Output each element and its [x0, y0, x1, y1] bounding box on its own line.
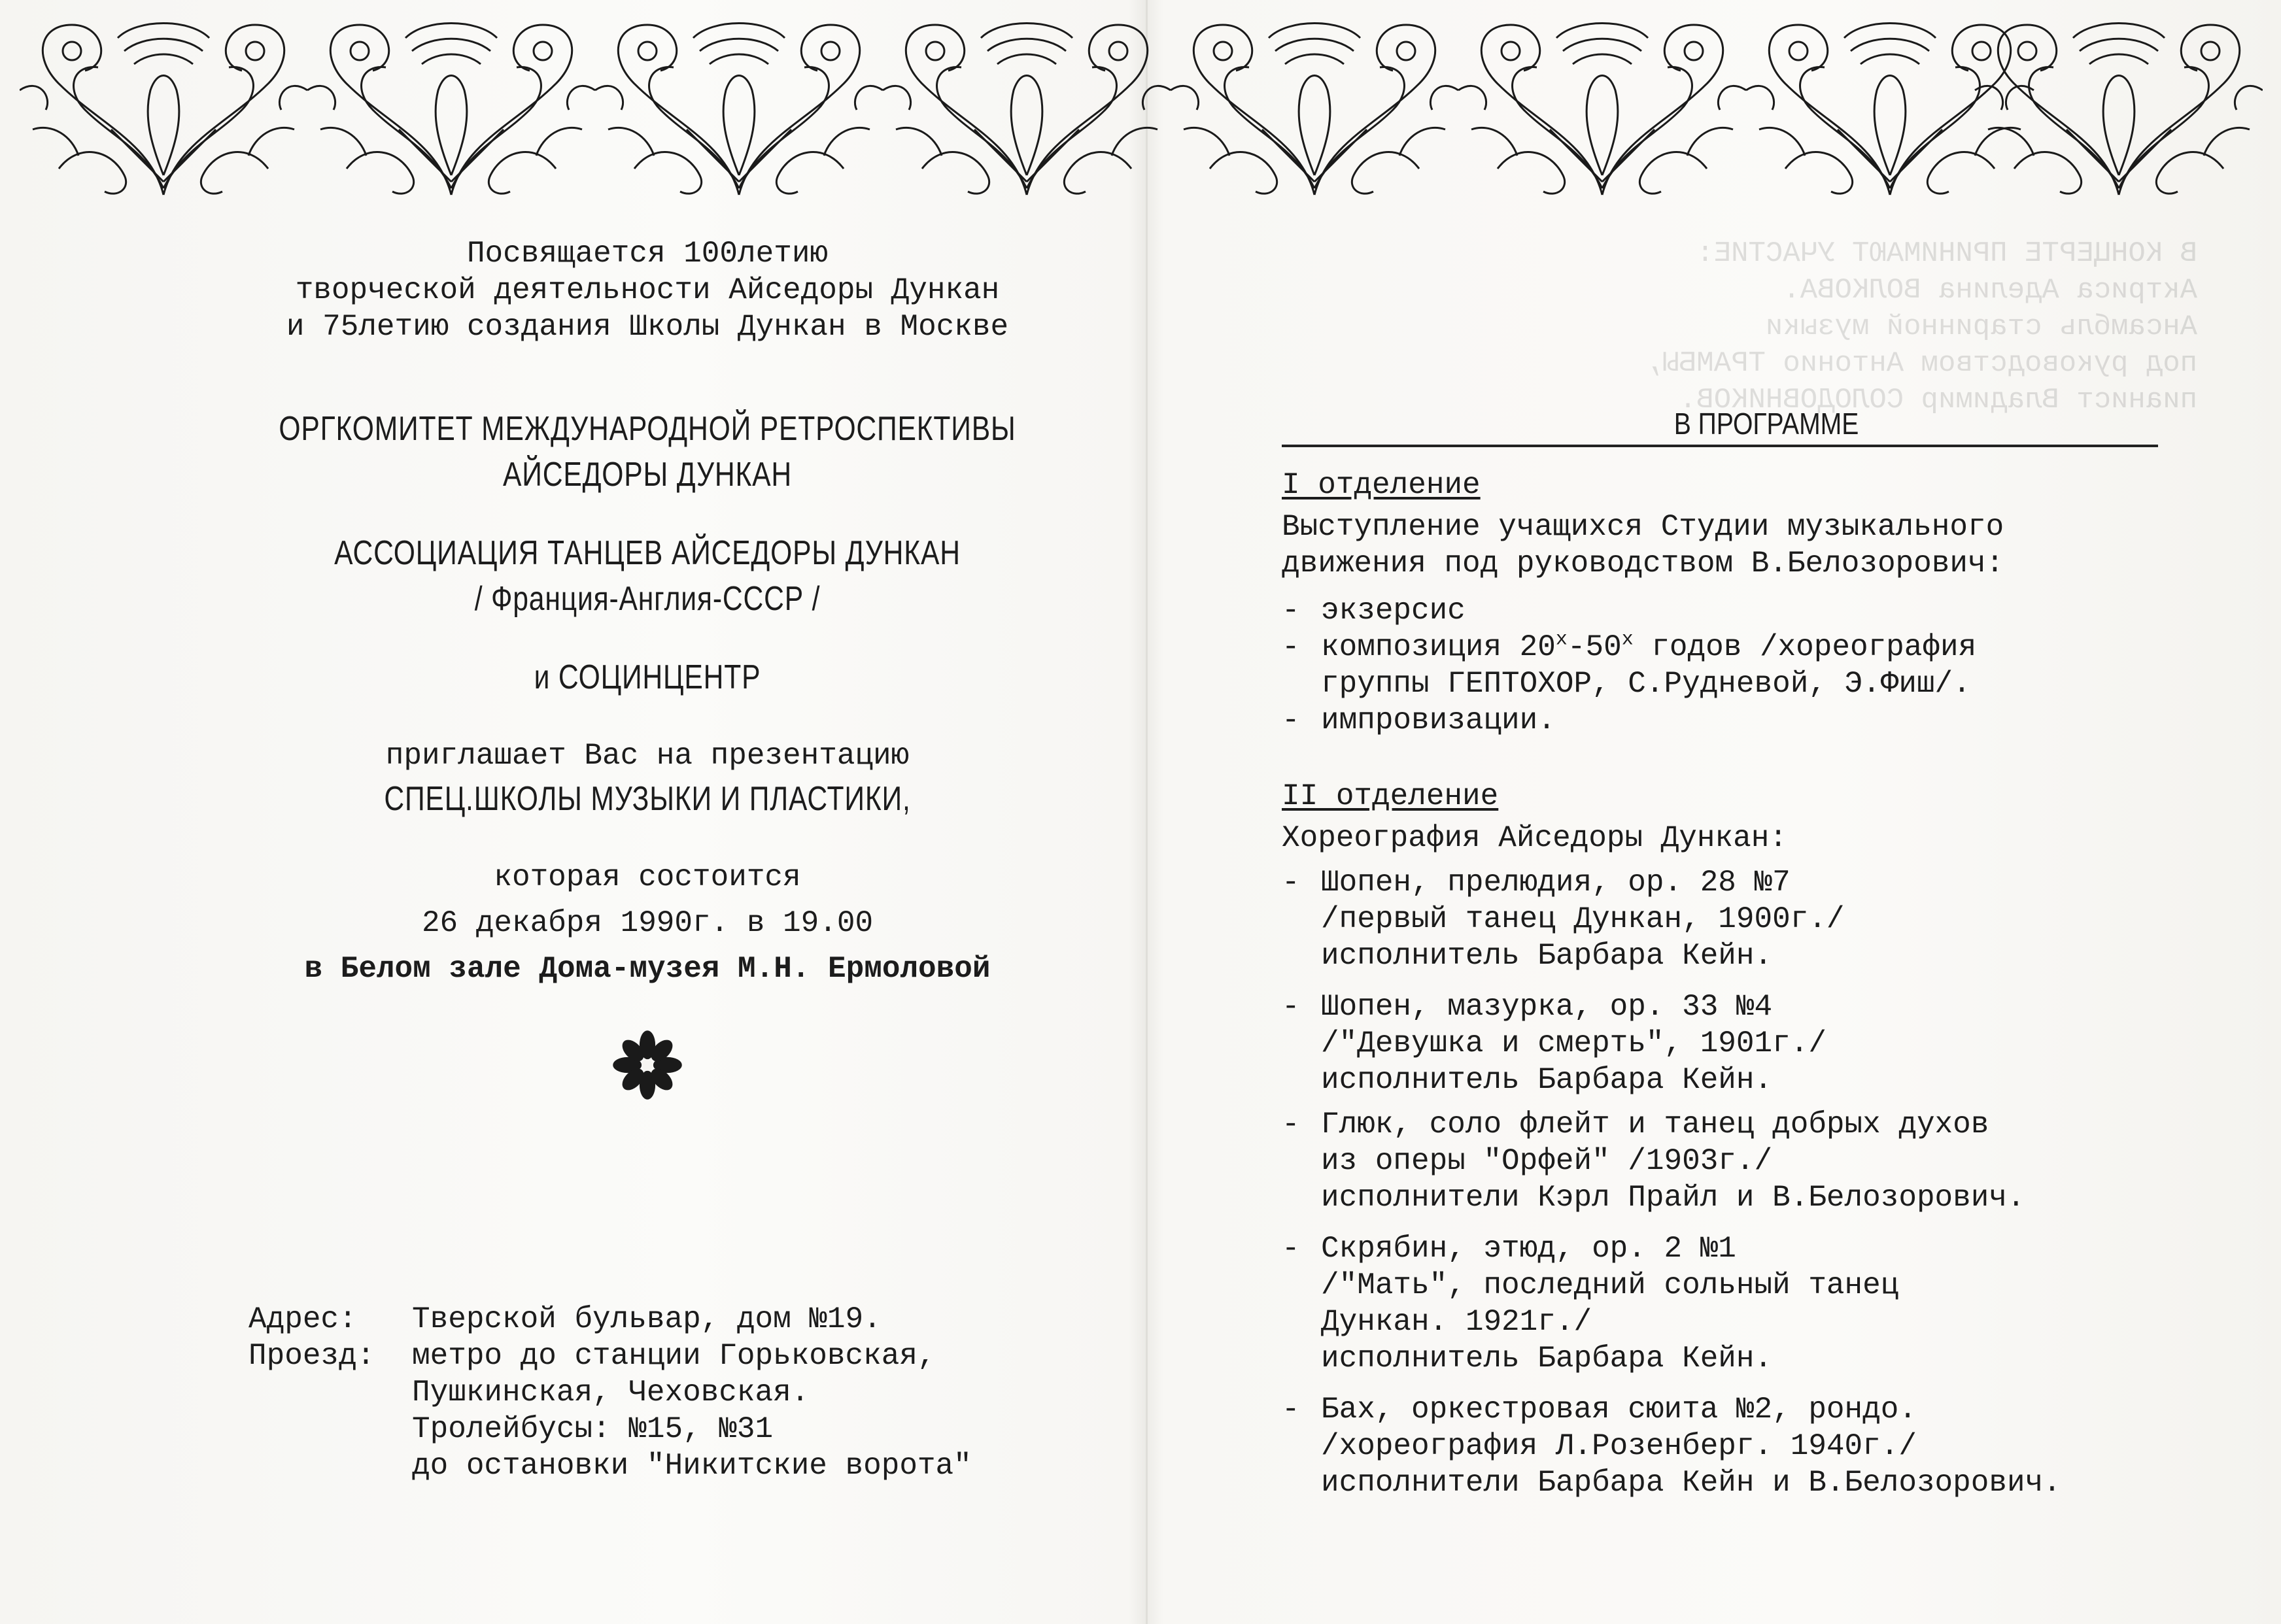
list-item: [1282, 1106, 2184, 1216]
address-value: Тверской бульвар, дом №19.: [412, 1302, 882, 1336]
show-through-text: [1282, 235, 2197, 418]
section-2-intro: Хореография Айседоры Дункан:: [1282, 821, 1787, 855]
dance-association: [196, 535, 1099, 617]
ghost-line: Ансамбль старинной музыки: [1765, 311, 2197, 343]
list-item: [1282, 629, 2184, 702]
section-2: [1282, 778, 2184, 1501]
dash: -: [1282, 703, 1300, 737]
association-countries: / Франция-Англия-СССР /: [474, 580, 821, 618]
dash: -: [1282, 1232, 1300, 1266]
ghost-line: В КОНЦЕРТЕ ПРИНИМАЮТ УЧАСТИЕ:: [1696, 237, 2197, 270]
dash: -: [1282, 594, 1300, 628]
ornament-border: [20, 12, 2263, 208]
item-line: исполнитель Барбара Кейн.: [1321, 939, 1773, 973]
org-line: ОРГКОМИТЕТ МЕЖДУНАРОДНОЙ РЕТРОСПЕКТИВЫ: [279, 410, 1016, 448]
flower-asterisk-icon: [611, 1029, 683, 1101]
item-lines: [1321, 864, 2184, 974]
transport-label: Проезд:: [249, 1339, 375, 1373]
transport-line: до остановки "Никитские ворота": [412, 1449, 972, 1483]
dedication-block: [196, 235, 1099, 345]
school-name: СПЕЦ.ШКОЛЫ МУЗЫКИ И ПЛАСТИКИ,: [384, 780, 911, 818]
list-item: [1282, 702, 2184, 739]
association-name: АССОЦИАЦИЯ ТАНЦЕВ АЙСЕДОРЫ ДУНКАН: [334, 534, 961, 572]
transport-row: [249, 1338, 1112, 1484]
section-2-title: II отделение: [1282, 779, 1499, 813]
transport-lines: [412, 1338, 1112, 1484]
dash: -: [1282, 1393, 1300, 1427]
section-1-title: I отделение: [1282, 468, 1481, 502]
ornament-svg: [20, 12, 2263, 208]
item-lines: [1321, 1230, 2184, 1377]
item-line: /"Девушка и смерть", 1901г./: [1321, 1026, 1827, 1060]
program-title: В ПРОГРАММЕ: [1673, 407, 1859, 441]
event-block: [196, 859, 1099, 987]
organizer-committee: [196, 411, 1099, 493]
section-1-items: [1282, 592, 2184, 739]
intro-line: движения под руководством В.Белозорович:: [1282, 547, 2004, 581]
item-line: группы ГЕПТОХОР, С.Рудневой, Э.Фиш/.: [1321, 667, 1971, 701]
invitation-block: [196, 737, 1099, 817]
item-lines: [1321, 629, 2184, 702]
invite-line: приглашает Вас на презентацию: [385, 739, 910, 773]
item-line: Дункан. 1921г./: [1321, 1305, 1592, 1339]
socincenter: [196, 659, 1099, 696]
dedication-line: и 75летию создания Школы Дункан в Москве: [286, 310, 1009, 344]
ghost-line: Актриса Аделина ВОЛКОВА.: [1783, 274, 2197, 307]
event-line: которая состоится: [494, 860, 801, 894]
item-text: импровизации.: [1321, 703, 1556, 737]
intro-line: Выступление учащихся Студии музыкального: [1282, 510, 2004, 544]
item-line: /первый танец Дункан, 1900г./: [1321, 902, 1845, 936]
item-text-part: годов /хореография: [1633, 630, 1977, 664]
dedication-line: творческой деятельности Айседоры Дункан: [295, 273, 1000, 307]
event-date: 26 декабря 1990г. в 19.00: [421, 906, 874, 940]
dash: -: [1282, 866, 1300, 900]
list-item: [1282, 864, 2184, 974]
address-label: Адрес:: [249, 1302, 357, 1336]
transport-line: Пушкинская, Чеховская.: [412, 1376, 810, 1410]
transport-line: Тролейбусы: №15, №31: [412, 1412, 774, 1446]
item-line: исполнители Барбара Кейн и В.Белозорович.: [1321, 1466, 2061, 1500]
item-lines: [1321, 989, 2184, 1098]
socincenter-line: и СОЦИНЦЕНТР: [534, 658, 761, 696]
item-text-part: композиция 20: [1321, 630, 1556, 664]
item-line: из оперы "Орфей" /1903г./: [1321, 1144, 1773, 1178]
list-item: [1282, 1230, 2184, 1377]
org-line: АЙСЕДОРЫ ДУНКАН: [502, 456, 793, 494]
address-row: [249, 1301, 1112, 1338]
section-1-intro: [1282, 509, 2184, 582]
section-1: [1282, 467, 2184, 739]
title-rule: [1282, 445, 2158, 447]
item-line: /хореография Л.Розенберг. 1940г./: [1321, 1429, 1917, 1463]
superscript: х: [1621, 628, 1634, 651]
left-page: [196, 235, 1099, 1134]
dash: -: [1282, 1108, 1300, 1142]
item-line: исполнители Кэрл Прайл и В.Белозорович.: [1321, 1181, 2025, 1215]
item-line: [1321, 629, 2184, 666]
item-lines: [1321, 1106, 2184, 1216]
dash: -: [1282, 990, 1300, 1024]
item-line: Скрябин, этюд, ор. 2 №1: [1321, 1232, 1736, 1266]
transport-line: метро до станции Горьковская,: [412, 1339, 936, 1373]
item-line: /"Мать", последний сольный танец: [1321, 1268, 1899, 1302]
item-line: Шопен, прелюдия, ор. 28 №7: [1321, 866, 1791, 900]
dedication-line: Посвящается 100летию: [466, 237, 829, 271]
event-venue: в Белом зале Дома-музея М.Н. Ермоловой: [304, 952, 991, 986]
ghost-line: под руководством Антонио ТРАМБЫ,: [1645, 347, 2197, 380]
page-fold: [1146, 0, 1148, 1624]
item-line: исполнитель Барбара Кейн.: [1321, 1063, 1773, 1097]
right-page: [1282, 405, 2184, 1540]
list-item: [1282, 592, 2184, 629]
item-line: Глюк, соло флейт и танец добрых духов: [1321, 1108, 1989, 1142]
dash: -: [1282, 630, 1300, 664]
item-line: Бах, оркестровая сюита №2, рондо.: [1321, 1393, 1917, 1427]
item-lines: [1321, 1391, 2184, 1501]
item-line: исполнитель Барбара Кейн.: [1321, 1342, 1773, 1376]
list-item: [1282, 1391, 2184, 1501]
superscript: х: [1555, 628, 1568, 651]
list-item: [1282, 989, 2184, 1098]
item-text-part: -50: [1567, 630, 1622, 664]
address-block: [249, 1301, 1112, 1484]
item-line: Шопен, мазурка, ор. 33 №4: [1321, 990, 1773, 1024]
item-text: экзерсис: [1321, 594, 1466, 628]
ghost-line: пианист Владимир СОЛОДОВНИКОВ.: [1679, 384, 2197, 416]
